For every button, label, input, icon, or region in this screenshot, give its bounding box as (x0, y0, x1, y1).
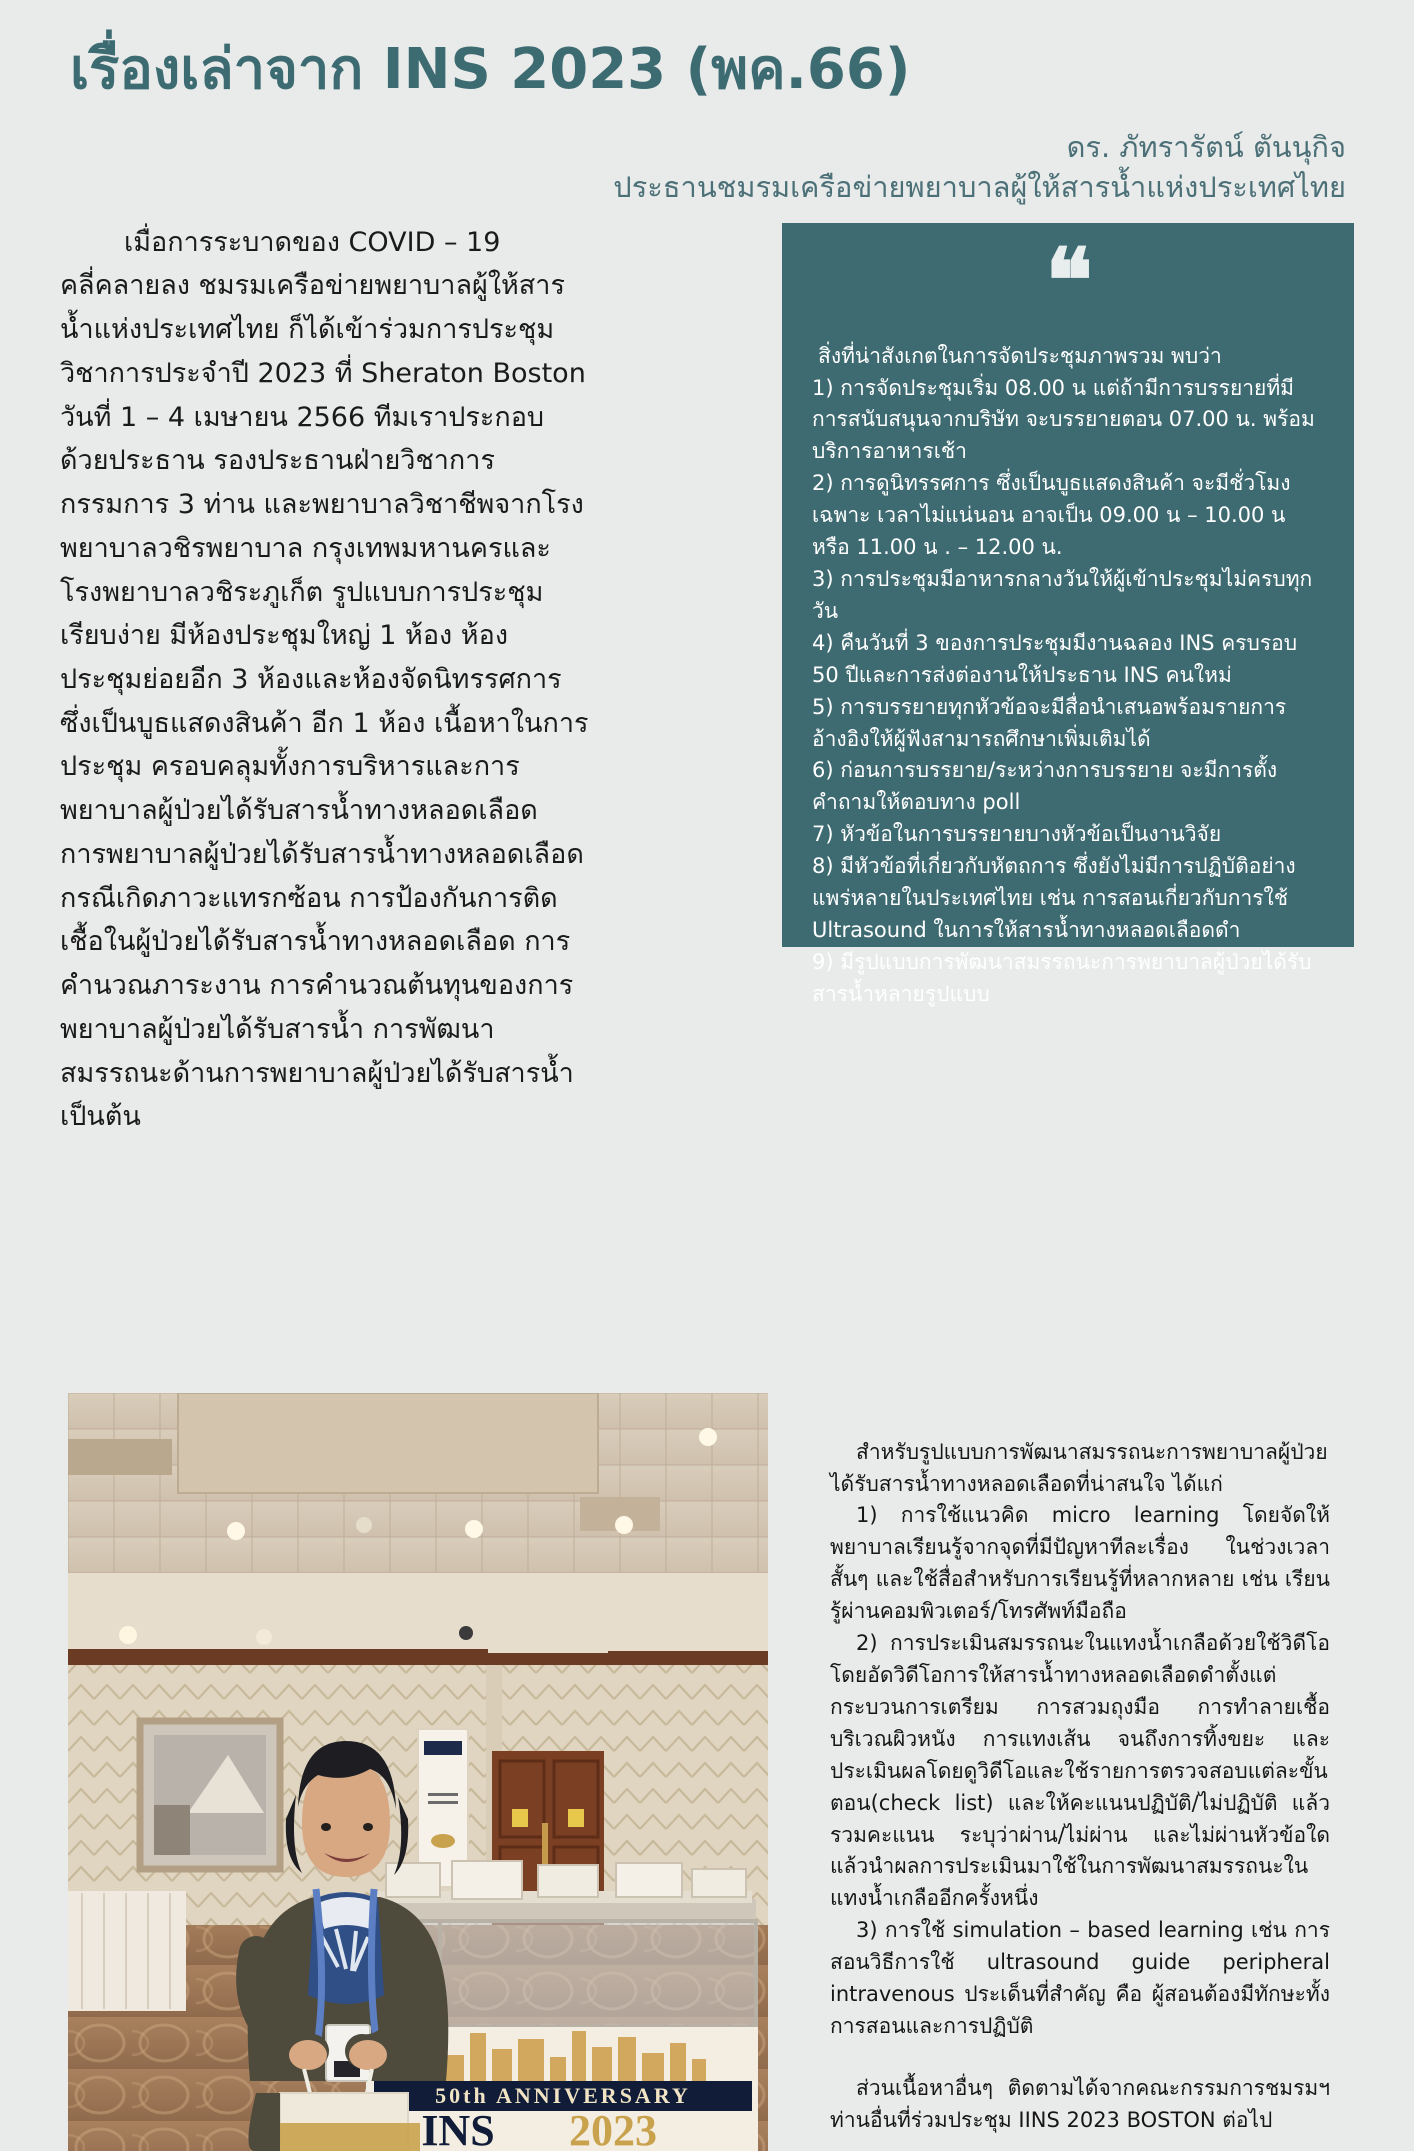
svg-text:50th ANNIVERSARY: 50th ANNIVERSARY (435, 2082, 691, 2108)
quote-item-4: 4) คืนวันที่ 3 ของการประชุมมีงานฉลอง INS ครบรอบ 50 ปีและการส่งต่องานให้ประธาน INS คนใหม่ (812, 630, 1298, 687)
author-name: ดร. ภัทรารัตน์ ตันนุกิจ (1066, 130, 1346, 165)
closing-item-3: 3) การใช้ simulation – based learning เช่น การสอนวิธีการใช้ ultrasound guide peripheral intravenous ประเด็นที่สำคัญ คือ ผู้สอนต้องมีทักษะทั้งการสอนและการปฏิบัติ (830, 1918, 1330, 2038)
closing-column (830, 1437, 1330, 2137)
svg-text:2023: 2023 (569, 2105, 657, 2151)
closing-note: ส่วนเนื้อหาอื่นๆ ติดตามได้จากคณะกรรมการชมรมฯ ท่านอื่นที่ร่วมประชุม IINS 2023 BOSTON ต่อไป (830, 2075, 1330, 2132)
closing-lead: สำหรับรูปแบบการพัฒนาสมรรถนะการพยาบาลผู้ป่วยได้รับสารน้ำทางหลอดเลือดที่น่าสนใจ ได้แก่ (830, 1439, 1328, 1496)
closing-body (830, 1437, 1330, 2137)
intro-column (60, 221, 590, 1139)
quote-item-6: 6) ก่อนการบรรยาย/ระหว่างการบรรยาย จะมีการตั้งคำถามให้ตอบทาง poll (812, 758, 1278, 815)
quote-item-7: 7) หัวข้อในการบรรยายบางหัวข้อเป็นงานวิจัย (812, 822, 1222, 847)
photo-illustration (68, 1393, 768, 2151)
quote-card (782, 223, 1354, 1006)
spacer (830, 2043, 1330, 2073)
quote-item-3: 3) การประชุมมีอาหารกลางวันให้ผู้เข้าประชุมไม่ครบทุกวัน (812, 567, 1313, 623)
quote-item-8: 8) มีหัวข้อที่เกี่ยวกับหัตถการ ซึ่งยังไม่มีการปฏิบัติอย่างแพร่หลายในประเทศไทย เช่น การสอนเกี่ยวกับการใช้ Ultrasound ในการให้สารน้ำทางหลอดเลือดดำ (812, 854, 1296, 942)
closing-item-2: 2) การประเมินสมรรถนะในแทงน้ำเกลือด้วยใช้วิดีโอ โดยอัดวิดีโอการให้สารน้ำทางหลอดเลือดดำตั้งแต่กระบวนการเตรียม การสวมถุงมือ การทำลายเชื้อบริเวณผิวหนัง การแทงเส้น จนถึงการทิ้งขยะ และประเมินผลโดยดูวิดีโอและใช้รายการตรวจสอบแต่ละขั้นตอน(check list) และให้คะแนนปฏิบัติ/ไม่ปฏิบัติ แล้วรวมคะแนน ระบุว่าผ่าน/ไม่ผ่าน และไม่ผ่านหัวข้อใด แล้วนำผลการประเมินมาใช้ในการพัฒนาสมรรถนะในแทงน้ำเกลืออีกครั้งหนึ่ง (830, 1631, 1330, 1911)
quote-item-2: 2) การดูนิทรรศการ ซึ่งเป็นบูธแสดงสินค้า จะมีชั่วโมงเฉพาะ เวลาไม่แน่นอน อาจเป็น 09.00 น – 10.00 น หรือ 11.00 น . – 12.00 น. (812, 471, 1291, 560)
quote-item-1: 1) การจัดประชุมเริ่ม 08.00 น แต่ถ้ามีการบรรยายที่มีการสนับสนุนจากบริษัท จะบรรยายตอน 07.00 น. พร้อมบริการอาหารเช้า (812, 375, 1315, 464)
conference-photo (68, 1393, 768, 2151)
quote-item-9: 9) มีรูปแบบการพัฒนาสมรรถนะการพยาบาลผู้ป่วยได้รับสารน้ำหลายรูปแบบ (812, 949, 1312, 1006)
author-role: ประธานชมรมเครือข่ายพยาบาลผู้ให้สารน้ำแห่งประเทศไทย (613, 169, 1346, 204)
quote-body (812, 341, 1324, 1011)
byline (60, 128, 1354, 206)
quote-item-5: 5) การบรรยายทุกหัวข้อจะมีสื่อนำเสนอพร้อมรายการอ้างอิงให้ผู้ฟังสามารถศึกษาเพิ่มเติมได้ (812, 694, 1287, 751)
intro-paragraph: เมื่อการระบาดของ COVID – 19 คลี่คลายลง ชมรมเครือข่ายพยาบาลผู้ให้สารน้ำแห่งประเทศไทย ก็ได้เข้าร่วมการประชุมวิชาการประจำปี 2023 ที่ Sheraton Boston วันที่ 1 – 4 เมษายน 2566 ทีมเราประกอบด้วยประธาน รองประธานฝ่ายวิชาการ กรรมการ 3 ท่าน และพยาบาลวิชาชีพจากโรงพยาบาลวชิรพยาบาล กรุงเทพมหานครและโรงพยาบาลวชิระภูเก็ต รูปแบบการประชุมเรียบง่าย มีห้องประชุมใหญ่ 1 ห้อง ห้องประชุมย่อยอีก 3 ห้องและห้องจัดนิทรรศการ ซึ่งเป็นบูธแสดงสินค้า อีก 1 ห้อง เนื้อหาในการประชุม ครอบคลุมทั้งการบริหารและการพยาบาลผู้ป่วยได้รับสารน้ำทางหลอดเลือด การพยาบาลผู้ป่วยได้รับสารน้ำทางหลอดเลือดกรณีเกิดภาวะแทรกซ้อน การป้องกันการติดเชื้อในผู้ป่วยได้รับสารน้ำทางหลอดเลือด การคำนวณภาระงาน การคำนวณต้นทุนของการพยาบาลผู้ป่วยได้รับสารน้ำ การพัฒนาสมรรถนะด้านการพยาบาลผู้ป่วยได้รับสารน้ำ เป็นต้น (60, 226, 589, 1133)
page-title: เรื่องเล่าจาก INS 2023 (พค.66) (70, 37, 911, 102)
quote-lead: สิ่งที่น่าสังเกตในการจัดประชุมภาพรวม พบว่า (818, 343, 1222, 368)
svg-text:INS: INS (421, 2105, 495, 2151)
page-header (0, 0, 1414, 207)
closing-item-1: 1) การใช้แนวคิด micro learning โดยจัดให้พยาบาลเรียนรู้จากจุดที่มีปัญหาทีละเรื่อง ในช่วงเวลาสั้นๆ และใช้สื่อสำหรับการเรียนรู้ที่หลากหลาย เช่น เรียนรู้ผ่านคอมพิวเตอร์/โทรศัพท์มือถือ (830, 1503, 1330, 1624)
quote-mark-icon: ❝ (1045, 227, 1091, 332)
